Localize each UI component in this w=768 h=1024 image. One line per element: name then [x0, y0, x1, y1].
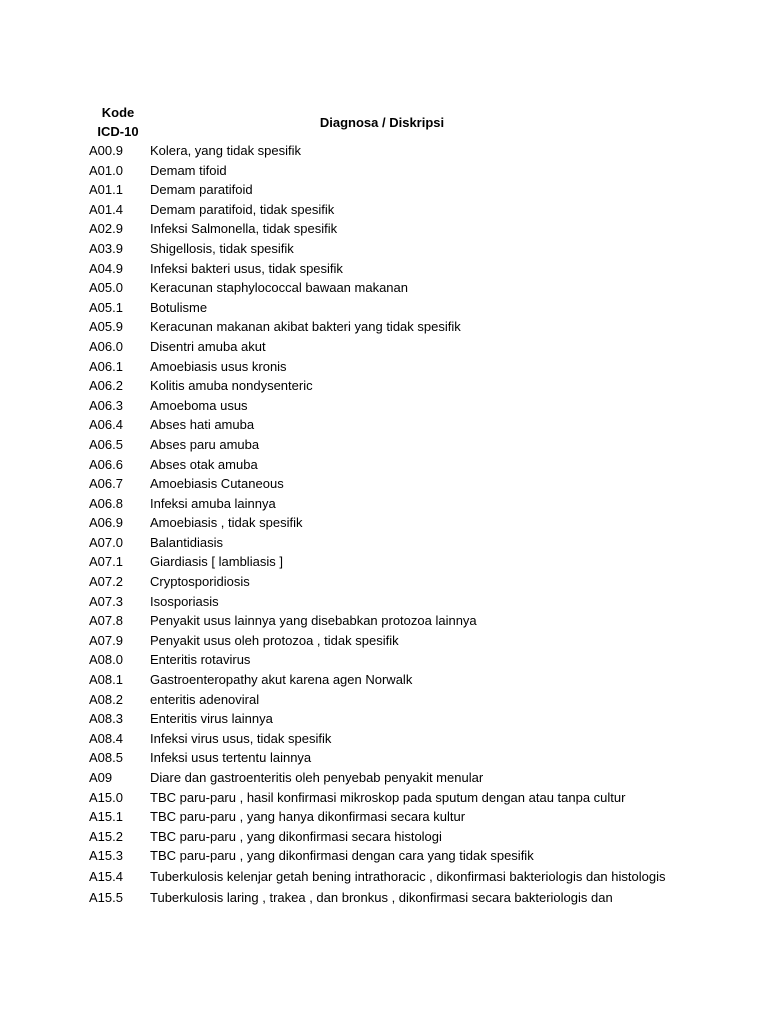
diagnosis-description: Amoebiasis , tidak spesifik	[150, 515, 303, 531]
table-row	[86, 357, 686, 377]
header-row	[86, 103, 686, 141]
table-row	[86, 572, 686, 592]
code-header-line1: Kode	[101, 105, 135, 120]
icd-code: A00.9	[89, 143, 123, 158]
diagnosis-description: Gastroenteropathy akut karena agen Norwalk	[150, 672, 413, 688]
icd-code: A07.0	[89, 534, 123, 550]
table-row	[86, 807, 686, 827]
table-row	[86, 435, 686, 455]
diagnosis-description: Demam paratifoid, tidak spesifik	[150, 201, 335, 217]
icd-code: A15.0	[89, 789, 123, 805]
description-column-header: Diagnosa / Diskripsi	[319, 114, 445, 130]
diagnosis-description: TBC paru-paru , yang dikonfirmasi secara histologi	[150, 828, 442, 844]
diagnosis-description: Abses hati amuba	[150, 417, 255, 433]
table-row	[86, 533, 686, 553]
diagnosis-description: TBC paru-paru , yang dikonfirmasi dengan cara yang tidak spesifik	[150, 848, 534, 864]
icd-code: A06.8	[89, 495, 123, 511]
table-row	[86, 513, 686, 533]
icd-code: A07.1	[89, 554, 123, 570]
table-row	[86, 278, 686, 298]
icd-code: A06.3	[89, 397, 123, 413]
diagnosis-description: Infeksi Salmonella, tidak spesifik	[150, 221, 338, 237]
icd-code: A08.5	[89, 750, 123, 766]
icd-code: A01.0	[89, 162, 123, 178]
table-row	[86, 846, 686, 866]
icd-code: A06.5	[89, 436, 123, 452]
diagnosis-description: Infeksi bakteri usus, tidak spesifik	[150, 260, 343, 276]
icd-code: A06.9	[89, 515, 123, 531]
icd-code: A05.1	[89, 299, 123, 315]
diagnosis-description: Isosporiasis	[150, 593, 219, 609]
table-row	[86, 729, 686, 749]
icd-code: A07.9	[89, 632, 123, 648]
table-row	[86, 337, 686, 357]
diagnosis-description: Giardiasis [ lambliasis ]	[150, 554, 283, 570]
diagnosis-description: Cryptosporidiosis	[150, 574, 250, 590]
diagnosis-description: Infeksi virus usus, tidak spesifik	[150, 730, 332, 746]
icd-code: A08.3	[89, 711, 123, 727]
icd-code: A09	[89, 770, 113, 785]
icd-code: A06.0	[89, 338, 123, 354]
code-column-header	[86, 103, 150, 141]
diagnosis-description: Keracunan makanan akibat bakteri yang tidak spesifik	[150, 319, 461, 335]
table-row	[86, 474, 686, 494]
icd-code: A15.1	[89, 809, 123, 825]
table-row	[86, 768, 686, 788]
diagnosis-description: Penyakit usus lainnya yang disebabkan protozoa lainnya	[150, 613, 477, 629]
diagnosis-description: Kolitis amuba nondysenteric	[150, 378, 313, 394]
diagnosis-description: Infeksi amuba lainnya	[150, 495, 276, 511]
icd-code: A07.8	[89, 613, 123, 629]
diagnosis-description: Tuberkulosis laring , trakea , dan bronkus , dikonfirmasi secara bakteriologis dan	[150, 889, 613, 905]
diagnosis-description: Diare dan gastroenteritis oleh penyebab penyakit menular	[150, 770, 484, 785]
icd-code: A06.7	[89, 476, 123, 492]
table-row	[86, 888, 686, 908]
icd-code: A15.3	[89, 848, 123, 864]
table-row	[86, 748, 686, 768]
table-row	[86, 396, 686, 416]
icd-code: A08.4	[89, 730, 123, 746]
icd-code: A08.1	[89, 672, 123, 688]
table-row	[86, 415, 686, 435]
table-row	[86, 611, 686, 631]
table-row	[86, 670, 686, 690]
table-row	[86, 690, 686, 710]
diagnosis-description: Keracunan staphylococcal bawaan makanan	[150, 280, 409, 296]
table-row	[86, 827, 686, 847]
icd-code: A05.9	[89, 319, 123, 335]
table-row	[86, 200, 686, 220]
table-row	[86, 592, 686, 612]
table-row	[86, 141, 686, 161]
diagnosis-description: Demam paratifoid	[150, 182, 253, 198]
icd-code: A02.9	[89, 221, 123, 237]
table-row	[86, 239, 686, 259]
icd-code: A03.9	[89, 240, 123, 256]
table-row	[86, 180, 686, 200]
icd-code: A01.1	[89, 182, 123, 198]
icd-code: A06.1	[89, 358, 123, 374]
table-row	[86, 650, 686, 670]
icd-code: A15.2	[89, 828, 123, 844]
icd-code: A05.0	[89, 280, 123, 296]
icd-code: A06.2	[89, 378, 123, 394]
diagnosis-description: Amoeboma usus	[150, 397, 248, 413]
icd-code: A07.2	[89, 574, 123, 590]
icd-code: A06.6	[89, 456, 123, 472]
table-row	[86, 631, 686, 651]
table-row	[86, 788, 686, 808]
diagnosis-description: enteritis adenoviral	[150, 691, 260, 707]
icd-code: A04.9	[89, 260, 123, 276]
diagnosis-description: Shigellosis, tidak spesifik	[150, 240, 294, 256]
table-row	[86, 494, 686, 514]
table-header	[86, 103, 686, 141]
diagnosis-description: Amoebiasis Cutaneous	[150, 476, 284, 492]
table-row	[86, 866, 686, 888]
icd-code: A07.3	[89, 593, 123, 609]
table-row	[86, 298, 686, 318]
diagnosis-description: Disentri amuba akut	[150, 338, 266, 354]
diagnosis-description: Enteritis rotavirus	[150, 652, 251, 668]
icd-code: A08.2	[89, 691, 123, 707]
icd10-table	[86, 103, 686, 907]
diagnosis-description: Enteritis virus lainnya	[150, 711, 273, 727]
table-row	[86, 219, 686, 239]
diagnosis-description: Tuberkulosis kelenjar getah bening intrathoracic , dikonfirmasi bakteriologis dan histologis	[150, 868, 666, 884]
icd-code: A01.4	[89, 201, 123, 217]
table-row	[86, 317, 686, 337]
table-row	[86, 259, 686, 279]
diagnosis-description: TBC paru-paru , yang hanya dikonfirmasi secara kultur	[150, 809, 466, 825]
diagnosis-description: Abses otak amuba	[150, 456, 258, 472]
icd-code: A06.4	[89, 417, 123, 433]
icd-code: A15.4	[89, 868, 123, 884]
table-row	[86, 709, 686, 729]
diagnosis-description: Infeksi usus tertentu lainnya	[150, 750, 312, 766]
diagnosis-description: Balantidiasis	[150, 534, 223, 550]
diagnosis-description: Penyakit usus oleh protozoa , tidak spesifik	[150, 632, 399, 648]
table-row	[86, 455, 686, 475]
diagnosis-description: Demam tifoid	[150, 162, 227, 178]
table-row	[86, 376, 686, 396]
icd-code: A15.5	[89, 889, 123, 905]
icd-code: A08.0	[89, 652, 123, 668]
table-row	[86, 552, 686, 572]
diagnosis-description: Kolera, yang tidak spesifik	[150, 143, 302, 158]
diagnosis-description: Abses paru amuba	[150, 436, 260, 452]
code-header-line2: ICD-10	[97, 124, 139, 139]
diagnosis-description: Amoebiasis usus kronis	[150, 358, 287, 374]
diagnosis-description: Botulisme	[150, 299, 208, 315]
table-body	[86, 141, 686, 907]
table-row	[86, 161, 686, 181]
diagnosis-description: TBC paru-paru , hasil konfirmasi mikroskop pada sputum dengan atau tanpa cultur	[150, 789, 626, 805]
